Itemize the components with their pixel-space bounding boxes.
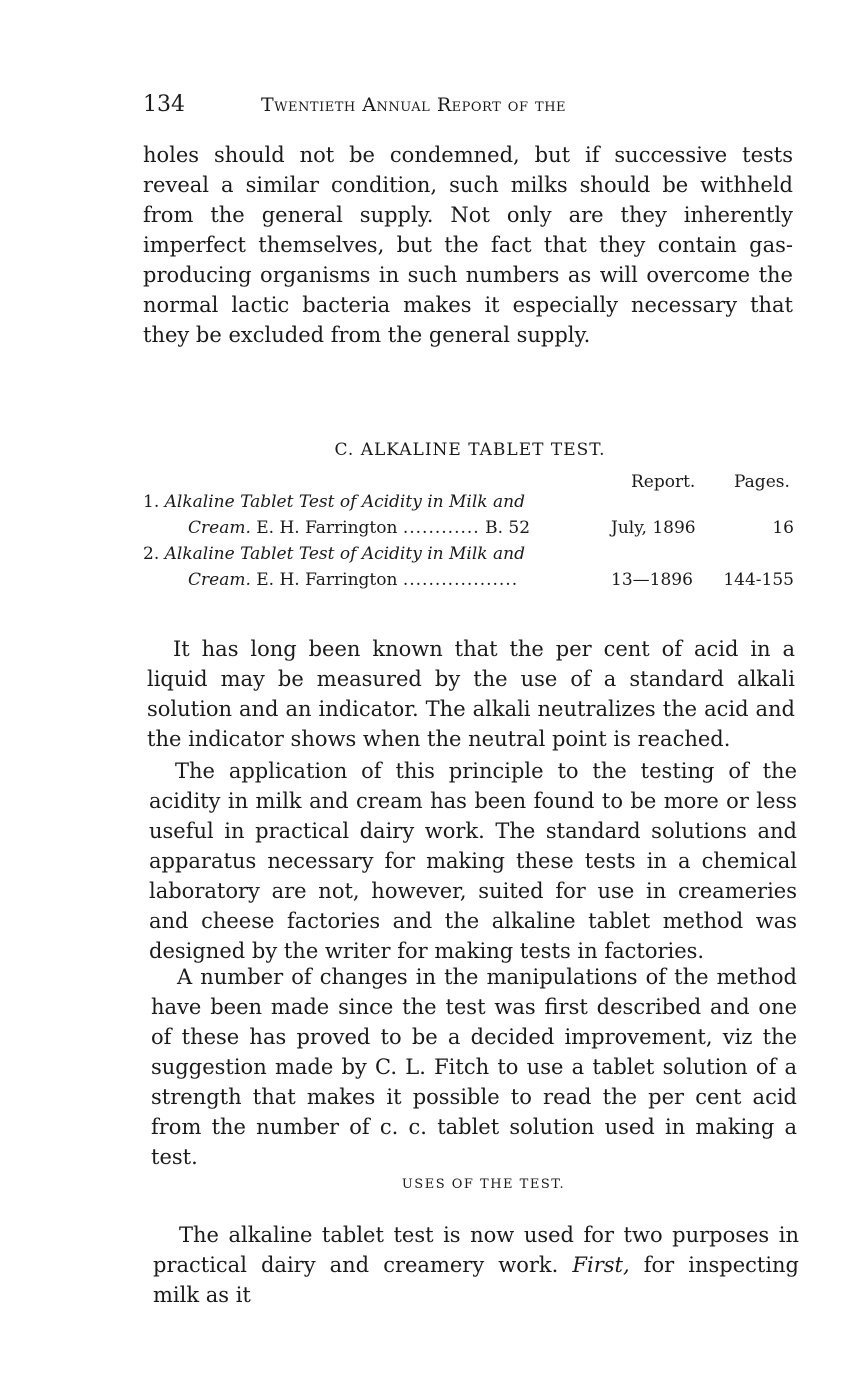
entry-title-cont: Cream. (188, 570, 251, 590)
bibliography-table (143, 472, 803, 602)
section-title: C. ALKALINE TABLET TEST. (334, 440, 606, 460)
paragraph-4: A number of changes in the manipulations of the method have been made since the test was first described and one of these has proved to be a decided improvement, viz the suggestion made by C. L. Fitch to use a tablet solution of a strength that makes it possible to read the per cent acid from the number of c. c. tablet solution used in making a test. (151, 965, 797, 1169)
paragraph-2: It has long been known that the per cent of acid in a liquid may be measured by the use of a standard alkali solution and an indicator. The alkali neutralizes the acid and the indicator shows when the neutral point is reached. (147, 637, 795, 751)
entry-title-line (143, 492, 525, 512)
entry-title: Alkaline Tablet Test of Acidity in Milk and (164, 544, 525, 564)
paragraph-3: The application of this principle to the testing of the acidity in milk and cream has been found to be more or less useful in practical dairy work. The standard solutions and apparatus necessary for making these tests in a chemical laboratory are not, however, suited for use in creameries and cheese factories and the alkaline tablet method was designed by the writer for making tests in factories. (149, 759, 797, 963)
page-header (143, 92, 803, 120)
entry-report: 13—1896 (611, 570, 693, 590)
paragraph-5-emphasis: First, (572, 1253, 630, 1277)
entry-bulletin: B. 52 (485, 518, 531, 538)
entry-title-cont: Cream. (188, 518, 251, 538)
column-header-pages: Pages. (734, 472, 790, 492)
subheading-uses: USES OF THE TEST. (401, 1177, 566, 1192)
column-header-report: Report. (631, 472, 696, 492)
paragraph-1: holes should not be condemned, but if successive tests reveal a similar condition, such milks should be withheld from the general supply. Not only are they inherently imperfect themselves, but the fact that they contain gas-producing organisms in such numbers as will overcome the normal lactic bacteria makes it especially necessary that they be excluded from the general supply. (143, 143, 793, 347)
entry-author-line (188, 570, 518, 590)
leader-dots: ............ (402, 518, 480, 538)
entry-title-line (143, 544, 525, 564)
entry-author: E. H. Farrington (256, 518, 398, 538)
leader-dots: .................. (402, 570, 519, 590)
bibliography-entry (143, 492, 803, 544)
entry-author-line (188, 518, 530, 538)
paragraph-5-end: for inspecting milk as it (153, 1253, 800, 1307)
entry-number: 2. (143, 544, 160, 564)
entry-pages: 144-155 (723, 570, 794, 590)
paragraph-5-text: The alkaline tablet test is now used for two purposes in practical dairy and creamery work. (153, 1223, 799, 1277)
entry-number: 1. (143, 492, 160, 512)
entry-pages: 16 (772, 518, 794, 538)
bibliography-entry (143, 544, 803, 596)
paragraph-5 (153, 1220, 799, 1310)
entry-title: Alkaline Tablet Test of Acidity in Milk and (164, 492, 525, 512)
running-head: Twentieth Annual Report of the (261, 94, 567, 116)
entry-author: E. H. Farrington (256, 570, 398, 590)
page-number: 134 (143, 92, 185, 117)
entry-report: July, 1896 (611, 518, 696, 538)
